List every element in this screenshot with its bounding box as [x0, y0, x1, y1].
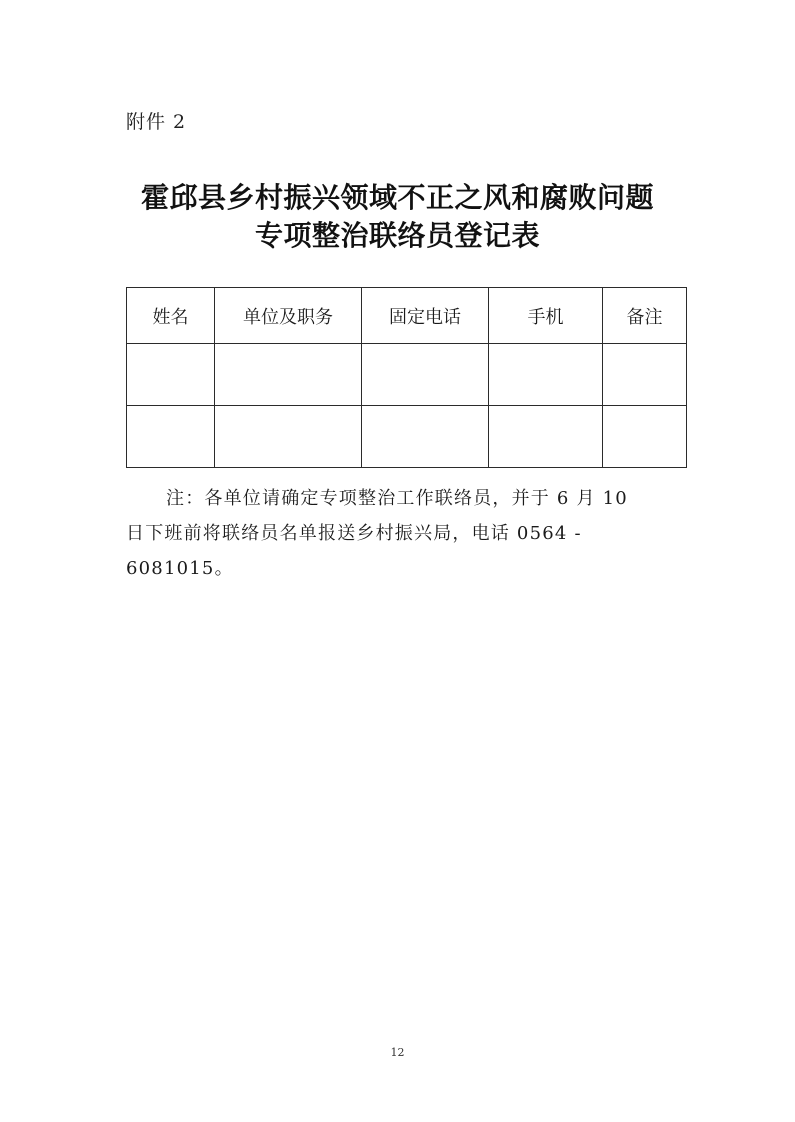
table-row [127, 344, 687, 406]
header-landline: 固定电话 [362, 288, 489, 344]
table-cell[interactable] [215, 406, 362, 468]
page-number: 12 [390, 1046, 405, 1059]
header-remarks: 备注 [603, 288, 687, 344]
header-unit-position: 单位及职务 [215, 288, 362, 344]
document-title-line-2: 专项整治联络员登记表 [254, 219, 540, 252]
header-mobile: 手机 [489, 288, 603, 344]
registration-table [126, 287, 687, 468]
table-cell[interactable] [489, 406, 603, 468]
table-cell[interactable] [127, 406, 215, 468]
table-cell[interactable] [489, 344, 603, 406]
table-cell[interactable] [603, 344, 687, 406]
table-row [127, 406, 687, 468]
table-cell[interactable] [603, 406, 687, 468]
note-line-1: 注：各单位请确定专项整治工作联络员，并于 6 月 10 [166, 488, 628, 509]
attachment-label: 附件 2 [126, 111, 187, 133]
document-title-line-1: 霍邱县乡村振兴领域不正之风和腐败问题 [140, 181, 654, 214]
table-cell[interactable] [215, 344, 362, 406]
table-cell[interactable] [362, 406, 489, 468]
table-cell[interactable] [362, 344, 489, 406]
note-line-3: 6081015。 [126, 558, 234, 579]
note-line-2: 日下班前将联络员名单报送乡村振兴局，电话 0564 - [126, 523, 582, 544]
header-name: 姓名 [127, 288, 215, 344]
table-cell[interactable] [127, 344, 215, 406]
table-header-row [127, 288, 687, 344]
note-paragraph [126, 481, 686, 586]
